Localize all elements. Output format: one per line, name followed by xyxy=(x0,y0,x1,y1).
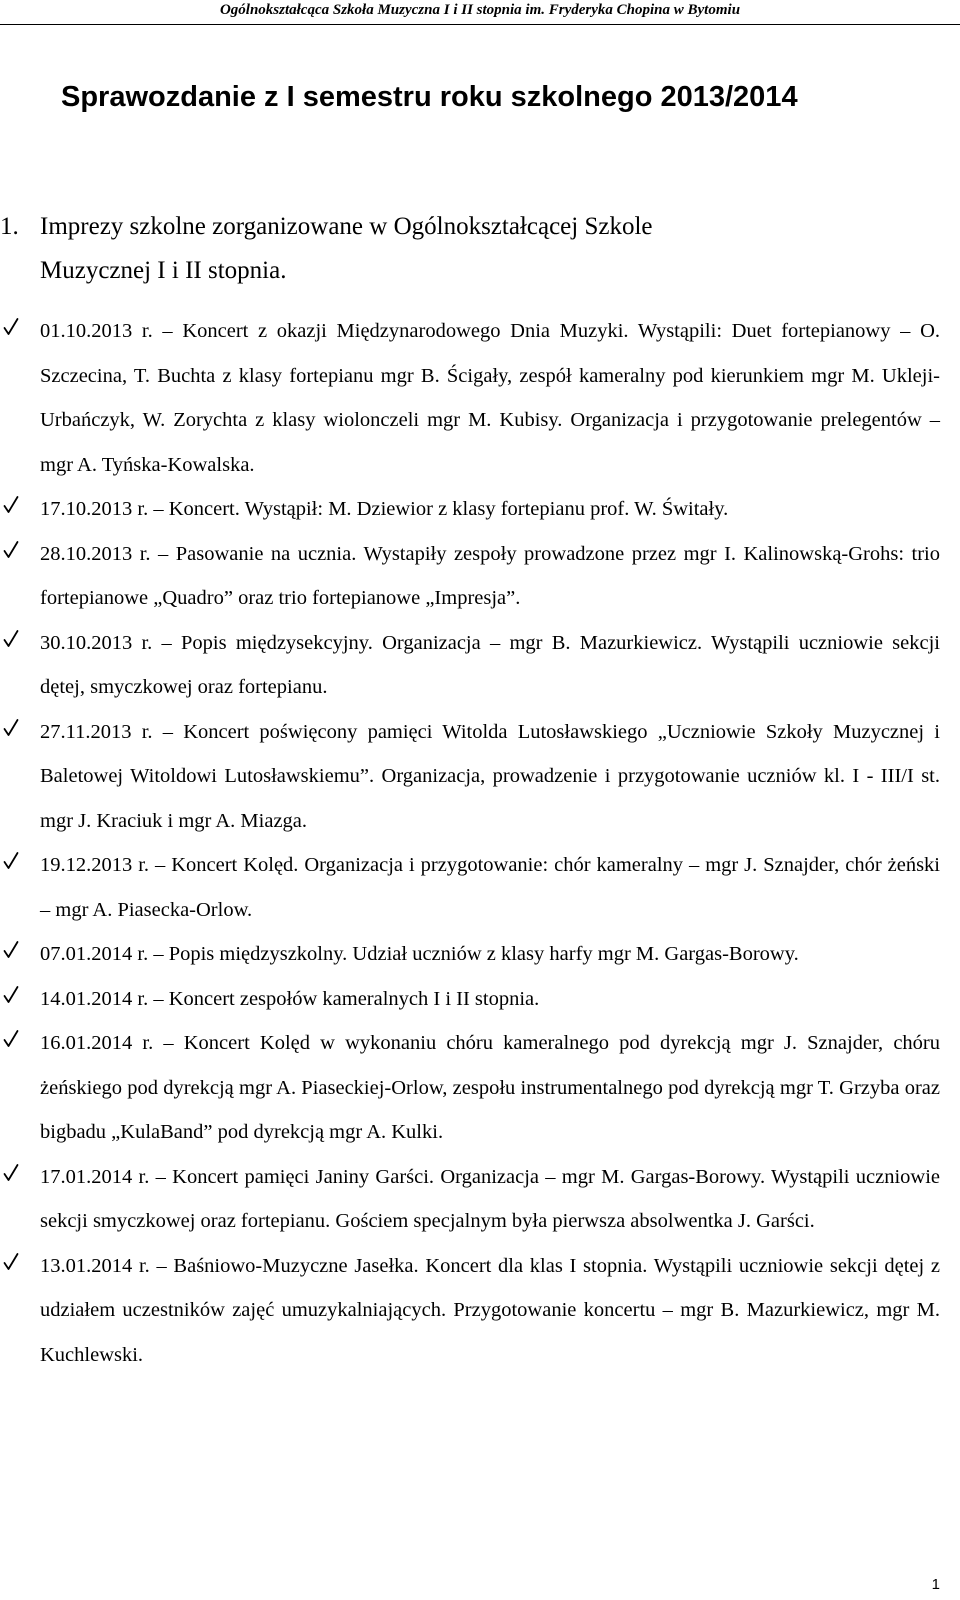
event-text: 19.12.2013 r. – Koncert Kolęd. Organizacja i przygotowanie: chór kameralny – mgr J. Sznajder, chór żeński – mgr A. Piasecka-Orlow. xyxy=(40,854,940,921)
event-text: 07.01.2014 r. – Popis międzyszkolny. Udział uczniów z klasy harfy mgr M. Gargas-Borowy. xyxy=(40,943,799,965)
list-item xyxy=(0,932,940,977)
list-item xyxy=(0,1244,940,1378)
checkmark-icon xyxy=(3,629,19,649)
section-title-line2: Muzycznej I i II stopnia. xyxy=(40,257,287,284)
checkmark-icon xyxy=(3,495,19,515)
checkmark-icon xyxy=(3,718,19,738)
list-item xyxy=(0,532,940,621)
event-text: 14.01.2014 r. – Koncert zespołów kameralnych I i II stopnia. xyxy=(40,987,540,1010)
list-item xyxy=(0,977,940,1022)
list-item xyxy=(0,843,940,932)
event-text: 17.01.2014 r. – Koncert pamięci Janiny Garści. Organizacja – mgr M. Gargas-Borowy. Wystąpili uczniowie sekcji smyczkowej oraz fortepianu. Gościem specjalnym była pierwsza absolwentka J. Garści. xyxy=(40,1165,940,1232)
event-text: 01.10.2013 r. – Koncert z okazji Międzynarodowego Dnia Muzyki. Wystąpili: Duet fortepianowy – O. Szczecina, T. Buchta z klasy fortepianu mgr B. Ścigały, zespół kameralny pod kierunkiem mgr M. Ukleji-Urbańczyk, W. Zorychta z klasy wiolonczeli mgr M. Kubisy. Organizacja i przygotowanie prelegentów – mgr A. Tyńska-Kowalska. xyxy=(40,320,940,476)
checkmark-icon xyxy=(3,1029,19,1049)
checkmark-icon xyxy=(3,1252,19,1272)
checkmark-icon xyxy=(3,1163,19,1183)
checkmark-icon xyxy=(3,317,19,337)
event-text: 30.10.2013 r. – Popis międzysekcyjny. Organizacja – mgr B. Mazurkiewicz. Wystąpili uczniowie sekcji dętej, smyczkowej oraz fortepianu. xyxy=(40,631,940,698)
list-item xyxy=(0,1021,940,1155)
section-heading xyxy=(0,205,905,293)
event-text: 17.10.2013 r. – Koncert. Wystąpił: M. Dziewior z klasy fortepianu prof. W. Świtały. xyxy=(40,498,729,520)
event-list xyxy=(0,309,960,1377)
school-name: Ogólnokształcąca Szkoła Muzyczna I i II stopnia im. Fryderyka Chopina w Bytomiu xyxy=(219,2,741,18)
list-item xyxy=(0,710,940,844)
event-text: 27.11.2013 r. – Koncert poświęcony pamięci Witolda Lutosławskiego „Uczniowie Szkoły Muzycznej i Baletowej Witoldowi Lutosławskiemu”. Organizacja, prowadzenie i przygotowanie uczniów kl. I - III/I st. mgr J. Kraciuk i mgr A. Miazga. xyxy=(40,720,940,832)
list-item xyxy=(0,487,940,532)
section-number: 1. xyxy=(0,213,19,240)
checkmark-icon xyxy=(3,940,19,960)
list-item xyxy=(0,621,940,710)
list-item xyxy=(0,1155,940,1244)
event-text: 16.01.2014 r. – Koncert Kolęd w wykonaniu chóru kameralnego pod dyrekcją mgr J. Sznajder, chóru żeńskiego pod dyrekcją mgr A. Piaseckiej-Orlow, zespołu instrumentalnego pod dyrekcją mgr T. Grzyba oraz bigbadu „KulaBand” pod dyrekcją mgr A. Kulki. xyxy=(40,1032,940,1143)
page-number: 1 xyxy=(931,1576,940,1593)
section-heading-line1 xyxy=(0,205,905,249)
checkmark-icon xyxy=(3,985,19,1005)
section-title-line1: Imprezy szkolne zorganizowane w Ogólnokształcącej Szkole xyxy=(40,213,653,240)
list-item xyxy=(0,309,940,487)
event-text: 13.01.2014 r. – Baśniowo-Muzyczne Jasełka. Koncert dla klas I stopnia. Wystąpili uczniowie sekcji dętej z udziałem uczestników zajęć umuzykalniających. Przygotowanie koncertu – mgr B. Mazurkiewicz, mgr M. Kuchlewski. xyxy=(40,1254,940,1366)
event-text: 28.10.2013 r. – Pasowanie na ucznia. Wystapiły zespoły prowadzone przez mgr I. Kalinowską-Grohs: trio fortepianowe „Quadro” oraz trio fortepianowe „Impresja”. xyxy=(40,542,940,609)
checkmark-icon xyxy=(3,851,19,871)
document-title: Sprawozdanie z I semestru roku szkolnego 2013/2014 xyxy=(61,81,798,113)
checkmark-icon xyxy=(3,540,19,560)
page-header xyxy=(0,0,960,25)
